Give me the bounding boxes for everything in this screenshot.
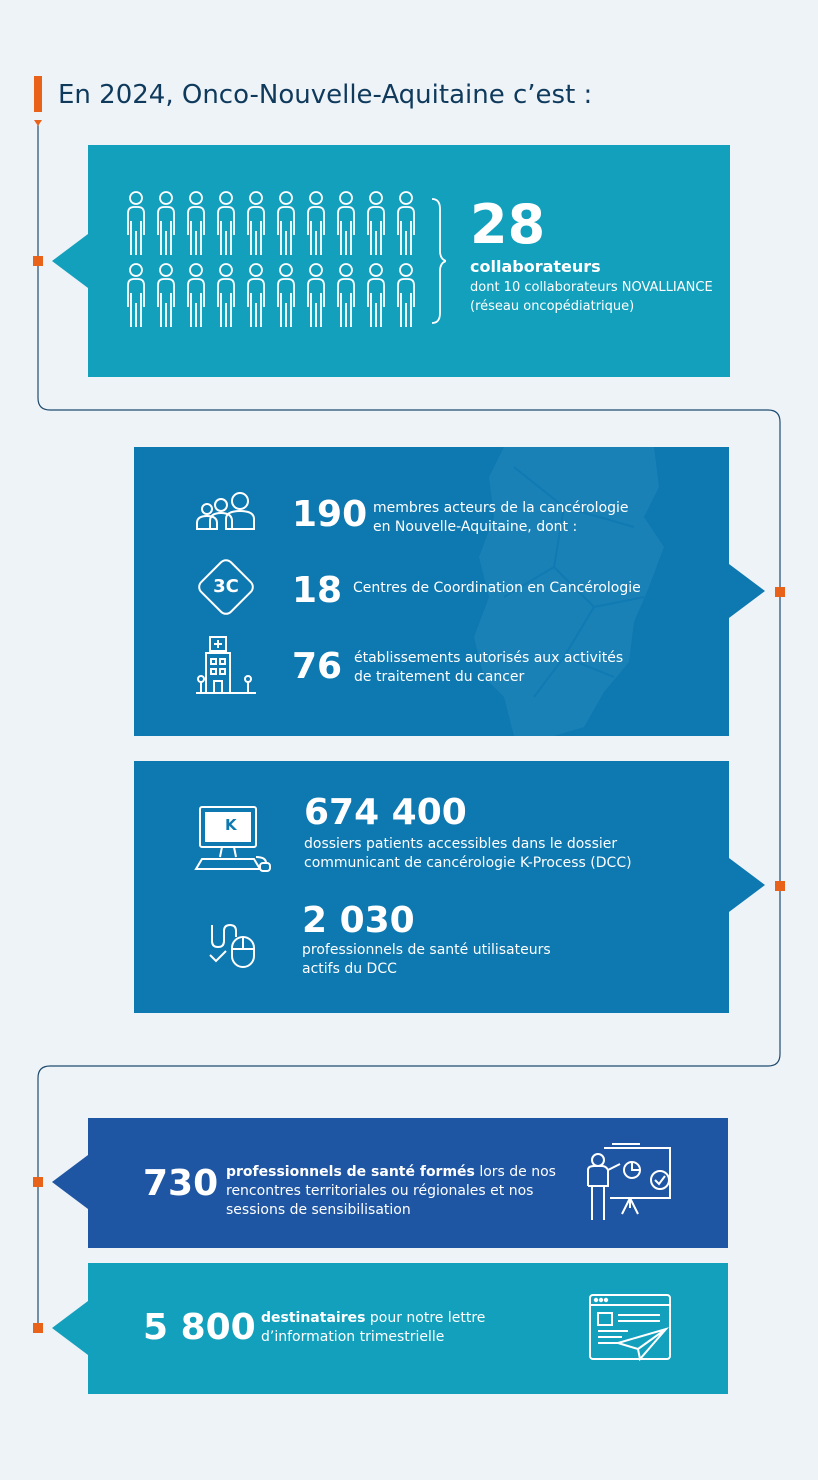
person-figure: [128, 264, 144, 327]
computer-screen-logo: K: [225, 816, 237, 834]
3c-badge-label: 3C: [213, 576, 239, 597]
newsletter-panel-pointer: [52, 1301, 88, 1355]
training-number: 730: [143, 1163, 219, 1204]
person-figure: [398, 264, 414, 327]
members-number: 190: [292, 494, 368, 535]
establishments-number: 76: [292, 646, 343, 687]
dcc-panel: [134, 761, 729, 1013]
people-group-icon: [116, 187, 446, 335]
title-accent-bar: [34, 76, 42, 112]
newsletter-panel: [88, 1263, 728, 1394]
staff-label: collaborateurs: [470, 257, 601, 276]
training-line2: rencontres territoriales ou régionales et nos: [226, 1183, 534, 1199]
timeline-dot-staff: [33, 256, 43, 266]
person-figure: [188, 264, 204, 327]
staff-panel: [88, 145, 730, 377]
group-icon: [194, 491, 256, 533]
person-figure: [338, 264, 354, 327]
person-figure: [338, 192, 354, 255]
newsletter-line2: d’information trimestrielle: [261, 1329, 445, 1345]
timeline-dot-dcc: [775, 881, 785, 891]
members-line1: membres acteurs de la cancérologie: [373, 500, 629, 516]
timeline-dot-training: [33, 1177, 43, 1187]
person-figure: [188, 192, 204, 255]
newsletter-line1: [261, 1309, 485, 1328]
members-panel: [134, 447, 729, 736]
presentation-icon: [584, 1142, 676, 1224]
person-figure: [158, 264, 174, 327]
dcc-records-line1: dossiers patients accessibles dans le dossier: [304, 836, 618, 852]
hospital-icon: [196, 635, 256, 697]
training-bold: professionnels de santé formés: [226, 1164, 475, 1180]
brace: [432, 199, 446, 323]
newsletter-rest: pour notre lettre: [365, 1310, 486, 1326]
training-line3: sessions de sensibilisation: [226, 1202, 411, 1218]
newsletter-number: 5 800: [143, 1307, 256, 1348]
timeline-dot-members: [775, 587, 785, 597]
person-figure: [368, 192, 384, 255]
person-figure: [248, 264, 264, 327]
person-figure: [308, 192, 324, 255]
newsletter-bold: destinataires: [261, 1310, 366, 1326]
3c-line1: Centres de Coordination en Cancérologie: [353, 580, 641, 596]
person-figure: [218, 264, 234, 327]
person-figure: [158, 192, 174, 255]
members-line2: en Nouvelle-Aquitaine, dont :: [373, 519, 578, 535]
person-figure: [398, 192, 414, 255]
staff-detail-line2: (réseau oncopédiatrique): [470, 299, 635, 314]
staff-panel-pointer: [52, 234, 88, 288]
dcc-records-number: 674 400: [304, 792, 467, 833]
title-accent-marker: [34, 120, 42, 126]
person-figure: [278, 264, 294, 327]
training-panel: [88, 1118, 728, 1248]
staff-detail-line1: dont 10 collaborateurs NOVALLIANCE: [470, 280, 713, 295]
dcc-users-line1: professionnels de santé utilisateurs: [302, 942, 551, 958]
training-line1: [226, 1163, 556, 1182]
mouse-icon: [206, 919, 258, 969]
timeline-dot-newsletter: [33, 1323, 43, 1333]
dcc-panel-pointer: [729, 858, 765, 912]
establishments-line2: de traitement du cancer: [354, 669, 525, 685]
person-figure: [308, 264, 324, 327]
person-figure: [278, 192, 294, 255]
dcc-users-number: 2 030: [302, 900, 415, 941]
newsletter-icon: [588, 1293, 674, 1363]
training-panel-pointer: [52, 1155, 88, 1209]
members-panel-pointer: [729, 564, 765, 618]
person-figure: [128, 192, 144, 255]
staff-number: 28: [470, 193, 546, 256]
page-title: En 2024, Onco-Nouvelle-Aquitaine c’est :: [58, 80, 593, 110]
person-figure: [368, 264, 384, 327]
establishments-line1: établissements autorisés aux activités: [354, 650, 624, 666]
training-rest: lors de nos: [474, 1164, 556, 1180]
3c-number: 18: [292, 570, 343, 611]
person-figure: [218, 192, 234, 255]
dcc-users-line2: actifs du DCC: [302, 961, 397, 977]
dcc-records-line2: communicant de cancérologie K-Process (DCC): [304, 855, 632, 871]
person-figure: [248, 192, 264, 255]
